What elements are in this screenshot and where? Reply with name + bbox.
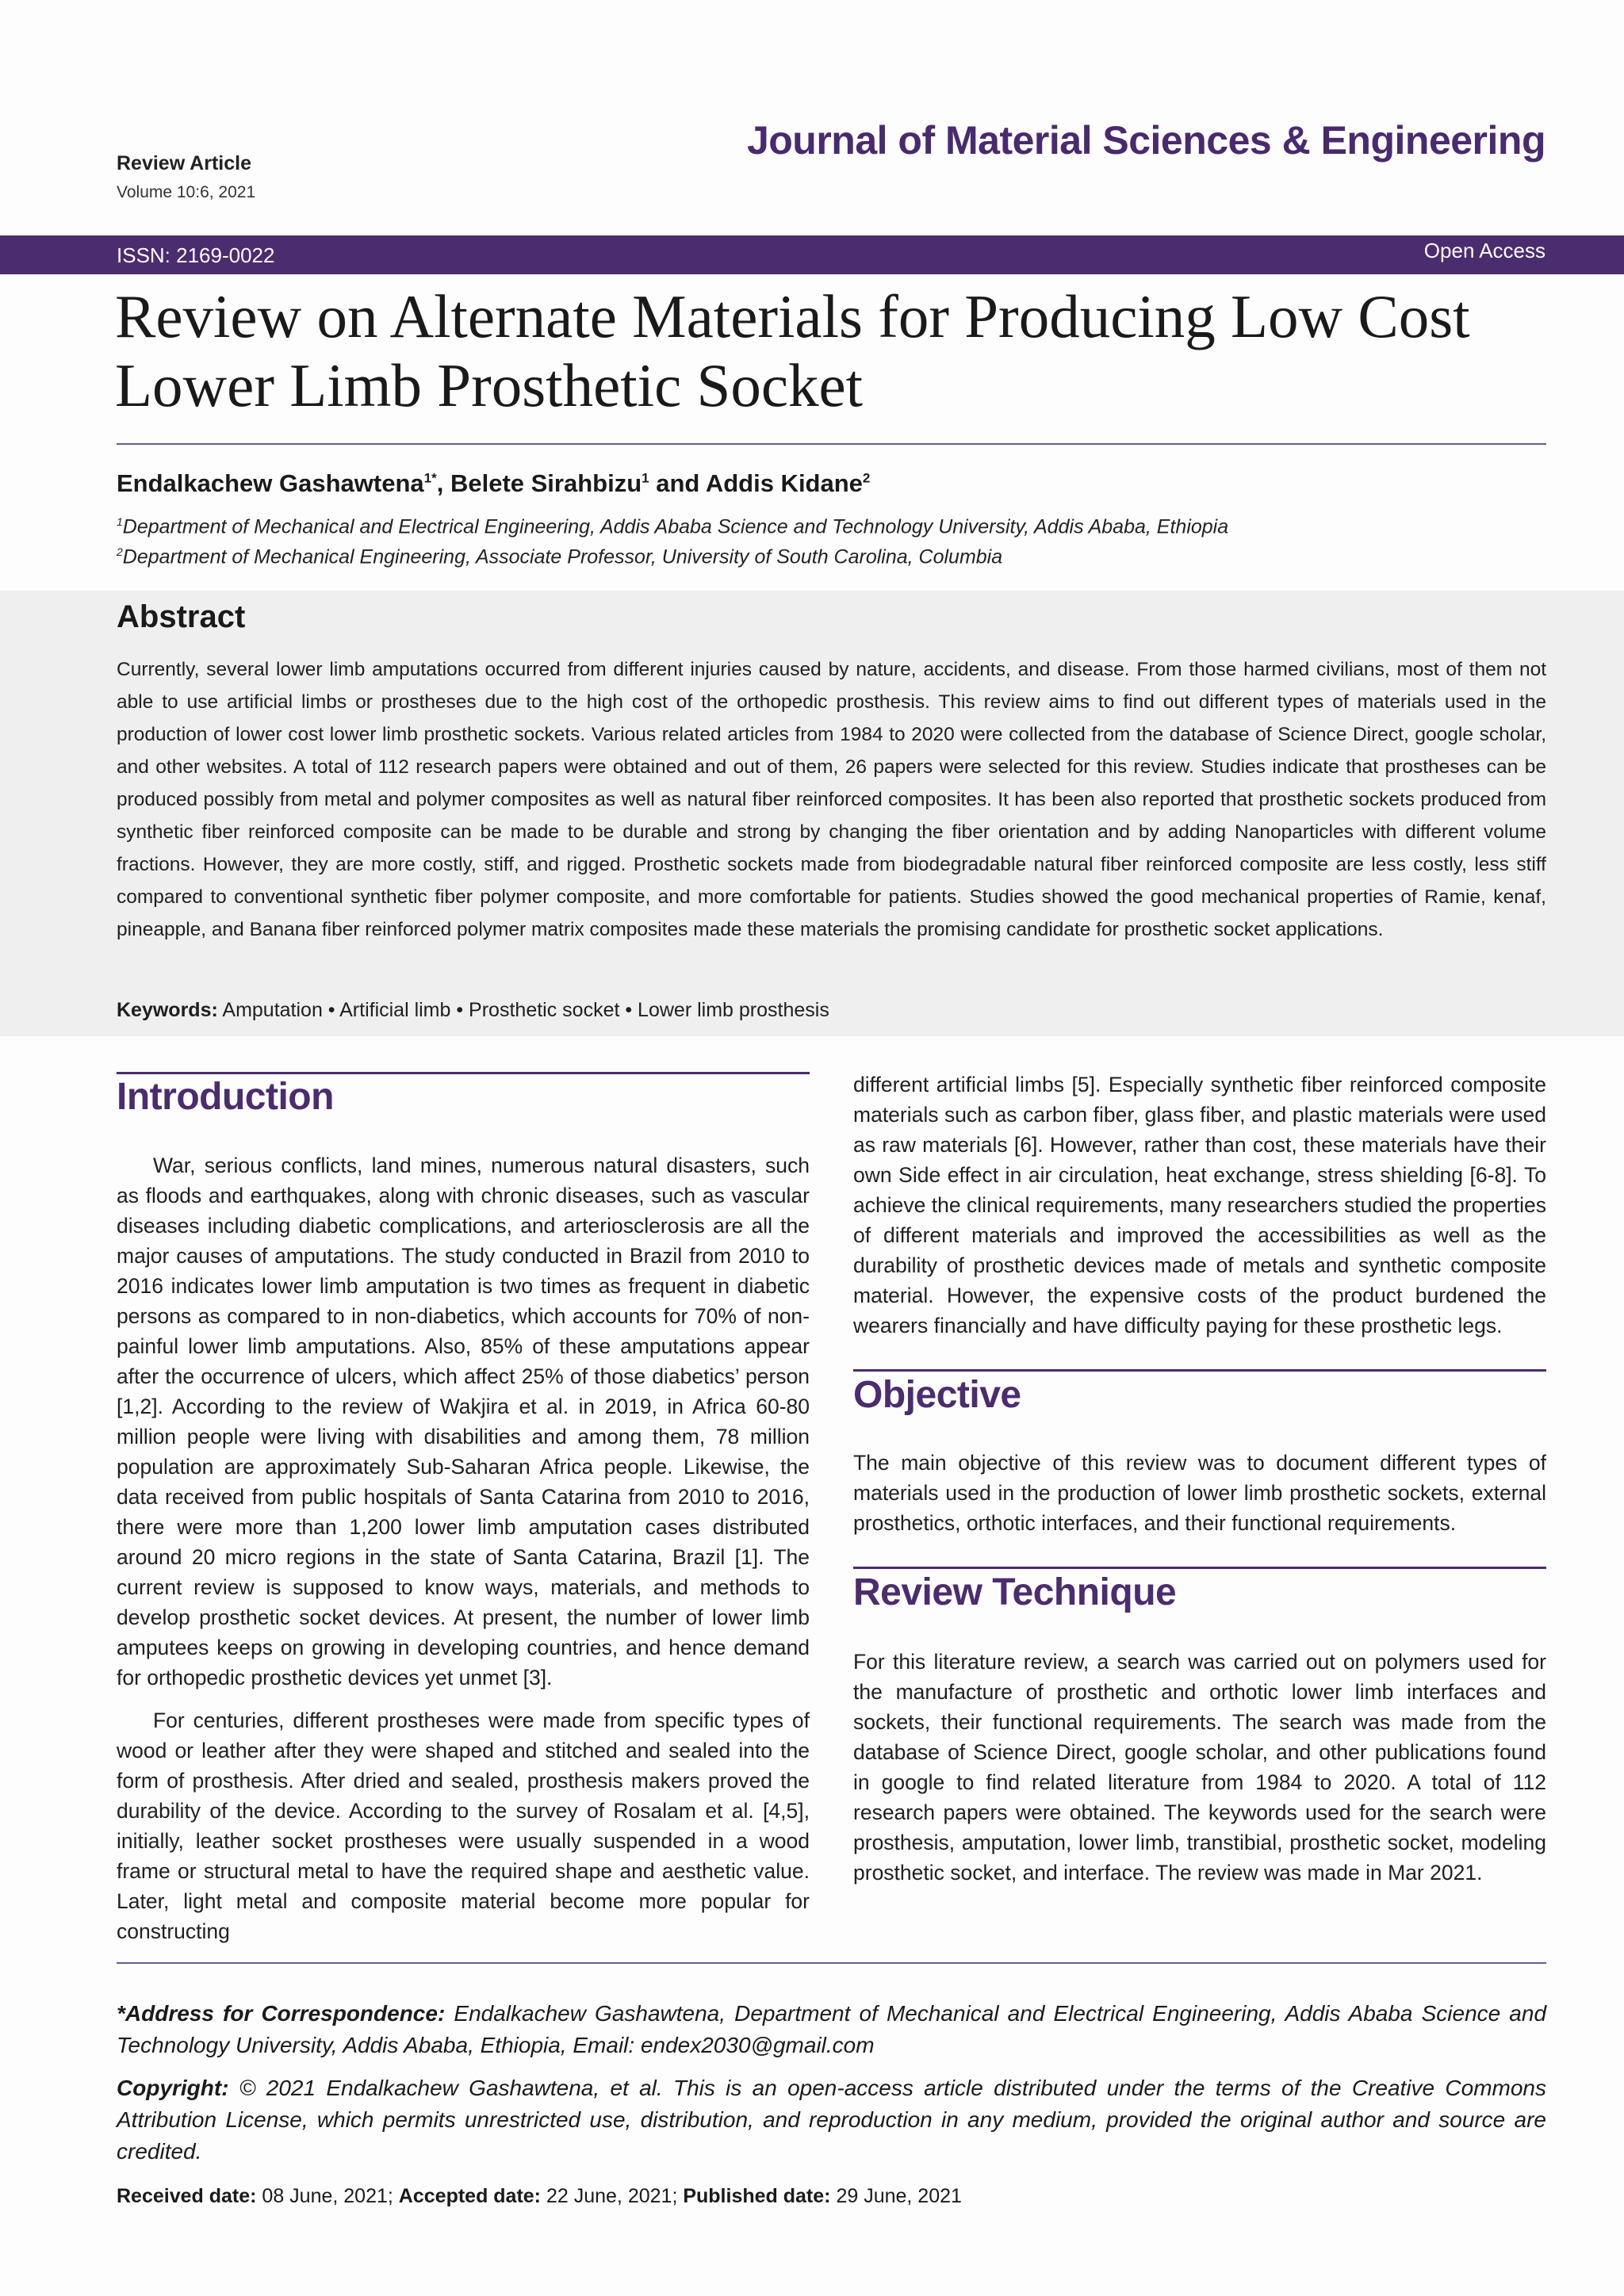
keywords xyxy=(117,999,829,1022)
title-divider xyxy=(117,443,1546,445)
article-meta xyxy=(117,152,255,202)
open-access-label: Open Access xyxy=(1423,239,1545,262)
correspondence-block xyxy=(117,1998,1546,2168)
accepted-label: Accepted date: xyxy=(398,2185,542,2207)
copyright xyxy=(117,2072,1546,2168)
correspondence-text: Endalkachew Gashawtena, Department of Mechanical and Electrical Engineering, Addis Ababa Science and Technology University, Addis Ababa, Ethiopia, Email: endex2030@gmail.com xyxy=(117,2001,1547,2057)
affiliation-2 xyxy=(117,545,1002,568)
correspondence-label: *Address for Correspondence: xyxy=(117,2001,446,2026)
received-label: Received date: xyxy=(117,2185,257,2207)
copyright-text: © 2021 Endalkachew Gashawtena, et al. This is an open-access article distributed under the terms of the Creative Commons Attribution License, which permits unrestricted use, distribution, and reproduction in any medium, provided the original author and source are credited. xyxy=(117,2076,1547,2164)
section-divider xyxy=(853,1369,1546,1372)
objective-paragraph: The main objective of this review was to document different types of materials used in the production of lower limb prosthetic sockets, external prosthetics, orthotic interfaces, and their functional requirements. xyxy=(853,1451,1546,1535)
introduction-paragraph-2: For centuries, different prostheses were made from specific types of wood or leather after they were shaped and stitched and sealed into the form of prosthesis. After dried and sealed, prosthesis makers proved the durability of the device. According to the survey of Rosalam et al. [4,5], initially, leather socket prostheses were usually suspended in a wood frame or structural metal to have the required shape and aesthetic value. Later, light metal and composite material become more popular for constructing xyxy=(117,1709,810,1943)
author-separator: , xyxy=(436,469,450,497)
affiliation-text: Department of Mechanical and Electrical Engineering, Addis Ababa Science and Technology University, Addis Ababa, Ethiopia xyxy=(122,515,1229,538)
abstract-text: Currently, several lower limb amputations occurred from different injuries caused by nature, accidents, and disease. From those harmed civilians, most of them not able to use artificial limbs or prostheses due to the high cost of the orthopedic prosthesis. This review aims to find out different types of materials used in the production of lower cost lower limb prosthetic sockets. Various related articles from 1984 to 2020 were collected from the database of Science Direct, google scholar, and other websites. A total of 112 research papers were obtained and out of them, 26 papers were selected for this review. Studies indicate that prostheses can be produced possibly from metal and polymer composites as well as natural fiber reinforced composites. It has been also reported that prosthetic sockets produced from synthetic fiber reinforced composite can be made to be durable and strong by changing the fiber orientation and by adding Nanoparticles with different volume fractions. However, they are more costly, stiff, and rigged. Prosthetic sockets made from biodegradable natural fiber reinforced composite are less costly, less stiff compared to conventional synthetic fiber polymer composite, and more comfortable for patients. Studies showed the good mechanical properties of Ramie, kenaf, pineapple, and Banana fiber reinforced polymer matrix composites made these materials the promising candidate for prosthetic socket applications. xyxy=(117,659,1546,940)
accepted-date: 22 June, 2021; xyxy=(546,2185,678,2207)
review-technique-paragraph: For this literature review, a search was carried out on polymers used for the manufacture of prosthetic and orthotic lower limb interfaces and sockets, their functional requirements. The search was made from the database of Science Direct, google scholar, and other publications found in google to find related literature from 1984 to 2020. A total of 112 research papers were obtained. The keywords used for the search were prosthesis, amputation, lower limb, transtibial, prosthetic socket, modeling prosthetic socket, and interface. The review was made in Mar 2021. xyxy=(853,1650,1546,1885)
review-technique-heading: Review Technique xyxy=(853,1571,1177,1613)
author-separator: and xyxy=(649,469,706,497)
published-date: 29 June, 2021 xyxy=(836,2185,962,2207)
footer-divider xyxy=(117,1962,1546,1964)
article-type: Review Article xyxy=(117,152,251,174)
correspondence xyxy=(117,1998,1546,2061)
copyright-label: Copyright: xyxy=(117,2076,229,2100)
issn-bar xyxy=(0,235,1624,274)
author-name: Addis Kidane xyxy=(705,469,863,497)
affiliation-number: 1 xyxy=(117,515,123,528)
keywords-label: Keywords: xyxy=(117,999,218,1021)
affiliation-text: Department of Mechanical Engineering, Associate Professor, University of South Carolina, Columbia xyxy=(122,545,1003,568)
author-affiliation-mark: 1* xyxy=(423,470,437,486)
affiliation-1 xyxy=(117,515,1228,538)
author-name: Belete Sirahbizu xyxy=(450,469,642,497)
keywords-list: Amputation • Artificial limb • Prosthetic socket • Lower limb prosthesis xyxy=(222,999,829,1021)
author-name: Endalkachew Gashawtena xyxy=(117,469,424,497)
introduction-heading: Introduction xyxy=(117,1076,334,1118)
introduction-paragraph-3: different artificial limbs [5]. Especially synthetic fiber reinforced composite materials such as carbon fiber, glass fiber, and plastic materials were used as raw materials [6]. However, rather than cost, these materials have their own Side effect in air circulation, heat exchange, stress shielding [6-8]. To achieve the clinical requirements, many researchers studied the properties of different materials and improved the accessibilities as well as the durability of prosthetic devices made of metals and synthetic composite material. However, the expensive costs of the product burdened the wearers financially and have difficulty paying for these prosthetic legs. xyxy=(853,1073,1546,1337)
received-date: 08 June, 2021; xyxy=(262,2185,393,2207)
author-affiliation-mark: 2 xyxy=(862,470,871,486)
paper-title: Review on Alternate Materials for Producing Low Cost Lower Limb Prosthetic Socket xyxy=(115,282,1470,419)
section-divider xyxy=(117,1072,810,1074)
author-affiliation-mark: 1 xyxy=(642,470,649,486)
author-list xyxy=(117,469,870,498)
introduction-paragraph-1: War, serious conflicts, land mines, numerous natural disasters, such as floods and earthquakes, along with chronic diseases, such as vascular diseases including diabetic complications, and arteriosclerosis are all the major causes of amputations. The study conducted in Brazil from 2010 to 2016 indicates lower limb amputation is two times as frequent in diabetic persons as compared to in non-diabetics, which accounts for 70% of non-painful lower limb amputations. Also, 85% of these amputations appear after the occurrence of ulcers, which affect 25% of those diabetics’ person [1,2]. According to the review of Wakjira et al. in 2019, in Africa 60-80 million people were living with disabilities and among them, 78 million population are approximately Sub-Saharan Africa people. Likewise, the data received from public hospitals of Santa Catarina from 2010 to 2016, there were more than 1,200 lower limb amputation cases distributed around 20 micro regions in the state of Santa Catarina, Brazil [1]. The current review is supposed to know ways, materials, and methods to develop prosthetic socket devices. At present, the number of lower limb amputees keeps on growing in developing countries, and hence demand for orthopedic prosthetic devices yet unmet [3]. xyxy=(117,1154,810,1689)
volume-info: Volume 10:6, 2021 xyxy=(117,183,256,201)
published-label: Published date: xyxy=(683,2185,831,2207)
issn: ISSN: 2169-0022 xyxy=(117,243,275,267)
section-divider xyxy=(853,1567,1546,1569)
journal-title: Journal of Material Sciences & Engineering xyxy=(746,118,1545,163)
affiliation-number: 2 xyxy=(117,545,123,558)
objective-heading: Objective xyxy=(853,1374,1021,1416)
abstract-heading: Abstract xyxy=(117,599,246,634)
publication-dates xyxy=(117,2185,962,2208)
